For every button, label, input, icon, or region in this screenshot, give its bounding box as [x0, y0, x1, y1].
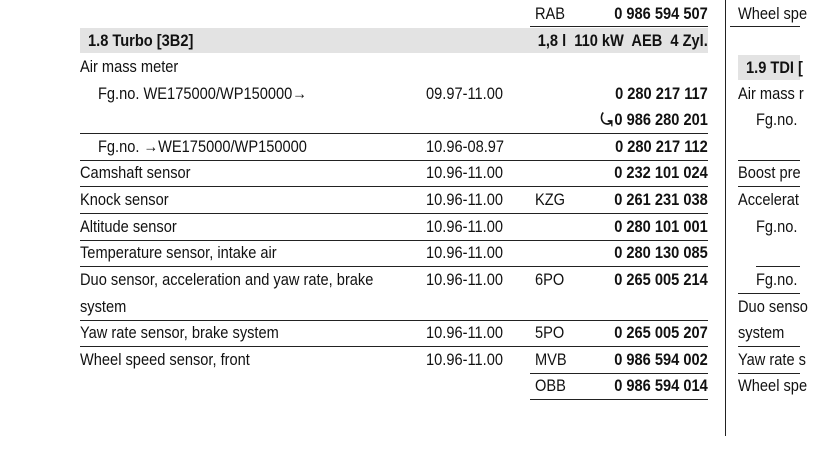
right-column-text: Fg.no.	[756, 110, 798, 129]
desc-cell: Altitude sensor	[80, 217, 177, 236]
desc-cell: Temperature sensor, intake air	[80, 243, 277, 262]
part-number: 0 265 005 207	[614, 323, 708, 342]
code-cell: OBB	[535, 376, 566, 395]
right-column-text: Yaw rate s	[738, 350, 806, 369]
column-divider	[725, 0, 726, 436]
desc-cell: Camshaft sensor	[80, 163, 191, 182]
desc-cell: Knock sensor	[80, 190, 169, 209]
desc-cell: Wheel speed sensor, front	[80, 350, 250, 369]
row-divider	[738, 373, 800, 374]
date-cell: 10.96-11.00	[426, 243, 503, 262]
part-number: 0 265 005 214	[614, 270, 708, 289]
row-divider	[80, 266, 708, 267]
date-cell: 10.96-11.00	[426, 190, 503, 209]
date-cell: 10.96-11.00	[426, 350, 503, 369]
row-divider	[730, 26, 800, 27]
part-number: 0 986 594 002	[614, 350, 708, 369]
row-divider	[738, 186, 800, 187]
row-divider	[80, 133, 708, 134]
date-cell: 10.96-11.00	[426, 323, 503, 342]
section-title: 1.8 Turbo [3B2]	[88, 31, 194, 50]
code-cell: KZG	[535, 190, 566, 209]
row-divider	[756, 266, 800, 267]
right-column-text: Wheel spe	[738, 4, 808, 23]
right-column-text: system	[738, 323, 785, 342]
desc-cell: Fg.no. WE175000/WP150000→	[98, 84, 307, 103]
row-divider	[80, 240, 708, 241]
row-divider	[80, 346, 708, 347]
row-divider	[530, 26, 708, 27]
right-column-text: Boost pre	[738, 163, 801, 182]
date-cell: 10.96-11.00	[426, 217, 503, 236]
desc-cell: system	[80, 297, 127, 316]
code-cell: MVB	[535, 350, 567, 369]
row-divider	[530, 399, 708, 400]
part-number: 0 986 280 201	[614, 110, 708, 129]
date-cell: 09.97-11.00	[426, 84, 503, 103]
desc-cell: Yaw rate sensor, brake system	[80, 323, 279, 342]
section-specs: 1,8 l 110 kW AEB 4 Zyl.	[537, 31, 708, 50]
code-cell: 5PO	[535, 323, 565, 342]
right-column-text: Wheel spe	[738, 376, 808, 395]
date-cell: 10.96-11.00	[426, 270, 503, 289]
date-cell: 10.96-11.00	[426, 163, 503, 182]
row-divider	[738, 346, 800, 347]
desc-cell: Duo sensor, acceleration and yaw rate, brake	[80, 270, 374, 289]
part-number: 0 280 130 085	[614, 243, 708, 262]
part-number: 0 280 217 117	[615, 84, 708, 103]
part-number: 0 280 217 112	[615, 137, 708, 156]
code-cell: 6PO	[535, 270, 565, 289]
row-divider	[530, 373, 708, 374]
exchange-icon: ⤿	[600, 110, 613, 129]
row-divider	[80, 160, 708, 161]
right-column-text: Duo senso	[738, 297, 808, 316]
row-divider	[80, 320, 708, 321]
part-number: 0 232 101 024	[614, 163, 708, 182]
row-divider	[738, 293, 800, 294]
part-number: 0 986 594 014	[614, 376, 708, 395]
right-column-text: Fg.no.	[756, 270, 798, 289]
right-column-header: 1.9 TDI [	[746, 58, 803, 77]
right-column-text: Accelerat	[738, 190, 799, 209]
date-cell: 10.96-08.97	[426, 137, 505, 156]
code-cell: RAB	[535, 4, 566, 23]
desc-cell: Fg.no. →WE175000/WP150000	[98, 137, 307, 156]
right-column-text: Fg.no.	[756, 217, 798, 236]
row-divider	[80, 186, 708, 187]
row-divider	[738, 160, 800, 161]
right-column-text: Air mass r	[738, 84, 804, 103]
part-number: 0 261 231 038	[614, 190, 708, 209]
row-divider	[80, 213, 708, 214]
part-number: 0 280 101 001	[614, 217, 708, 236]
group-label: Air mass meter	[80, 57, 179, 76]
part-number: 0 986 594 507	[614, 4, 708, 23]
